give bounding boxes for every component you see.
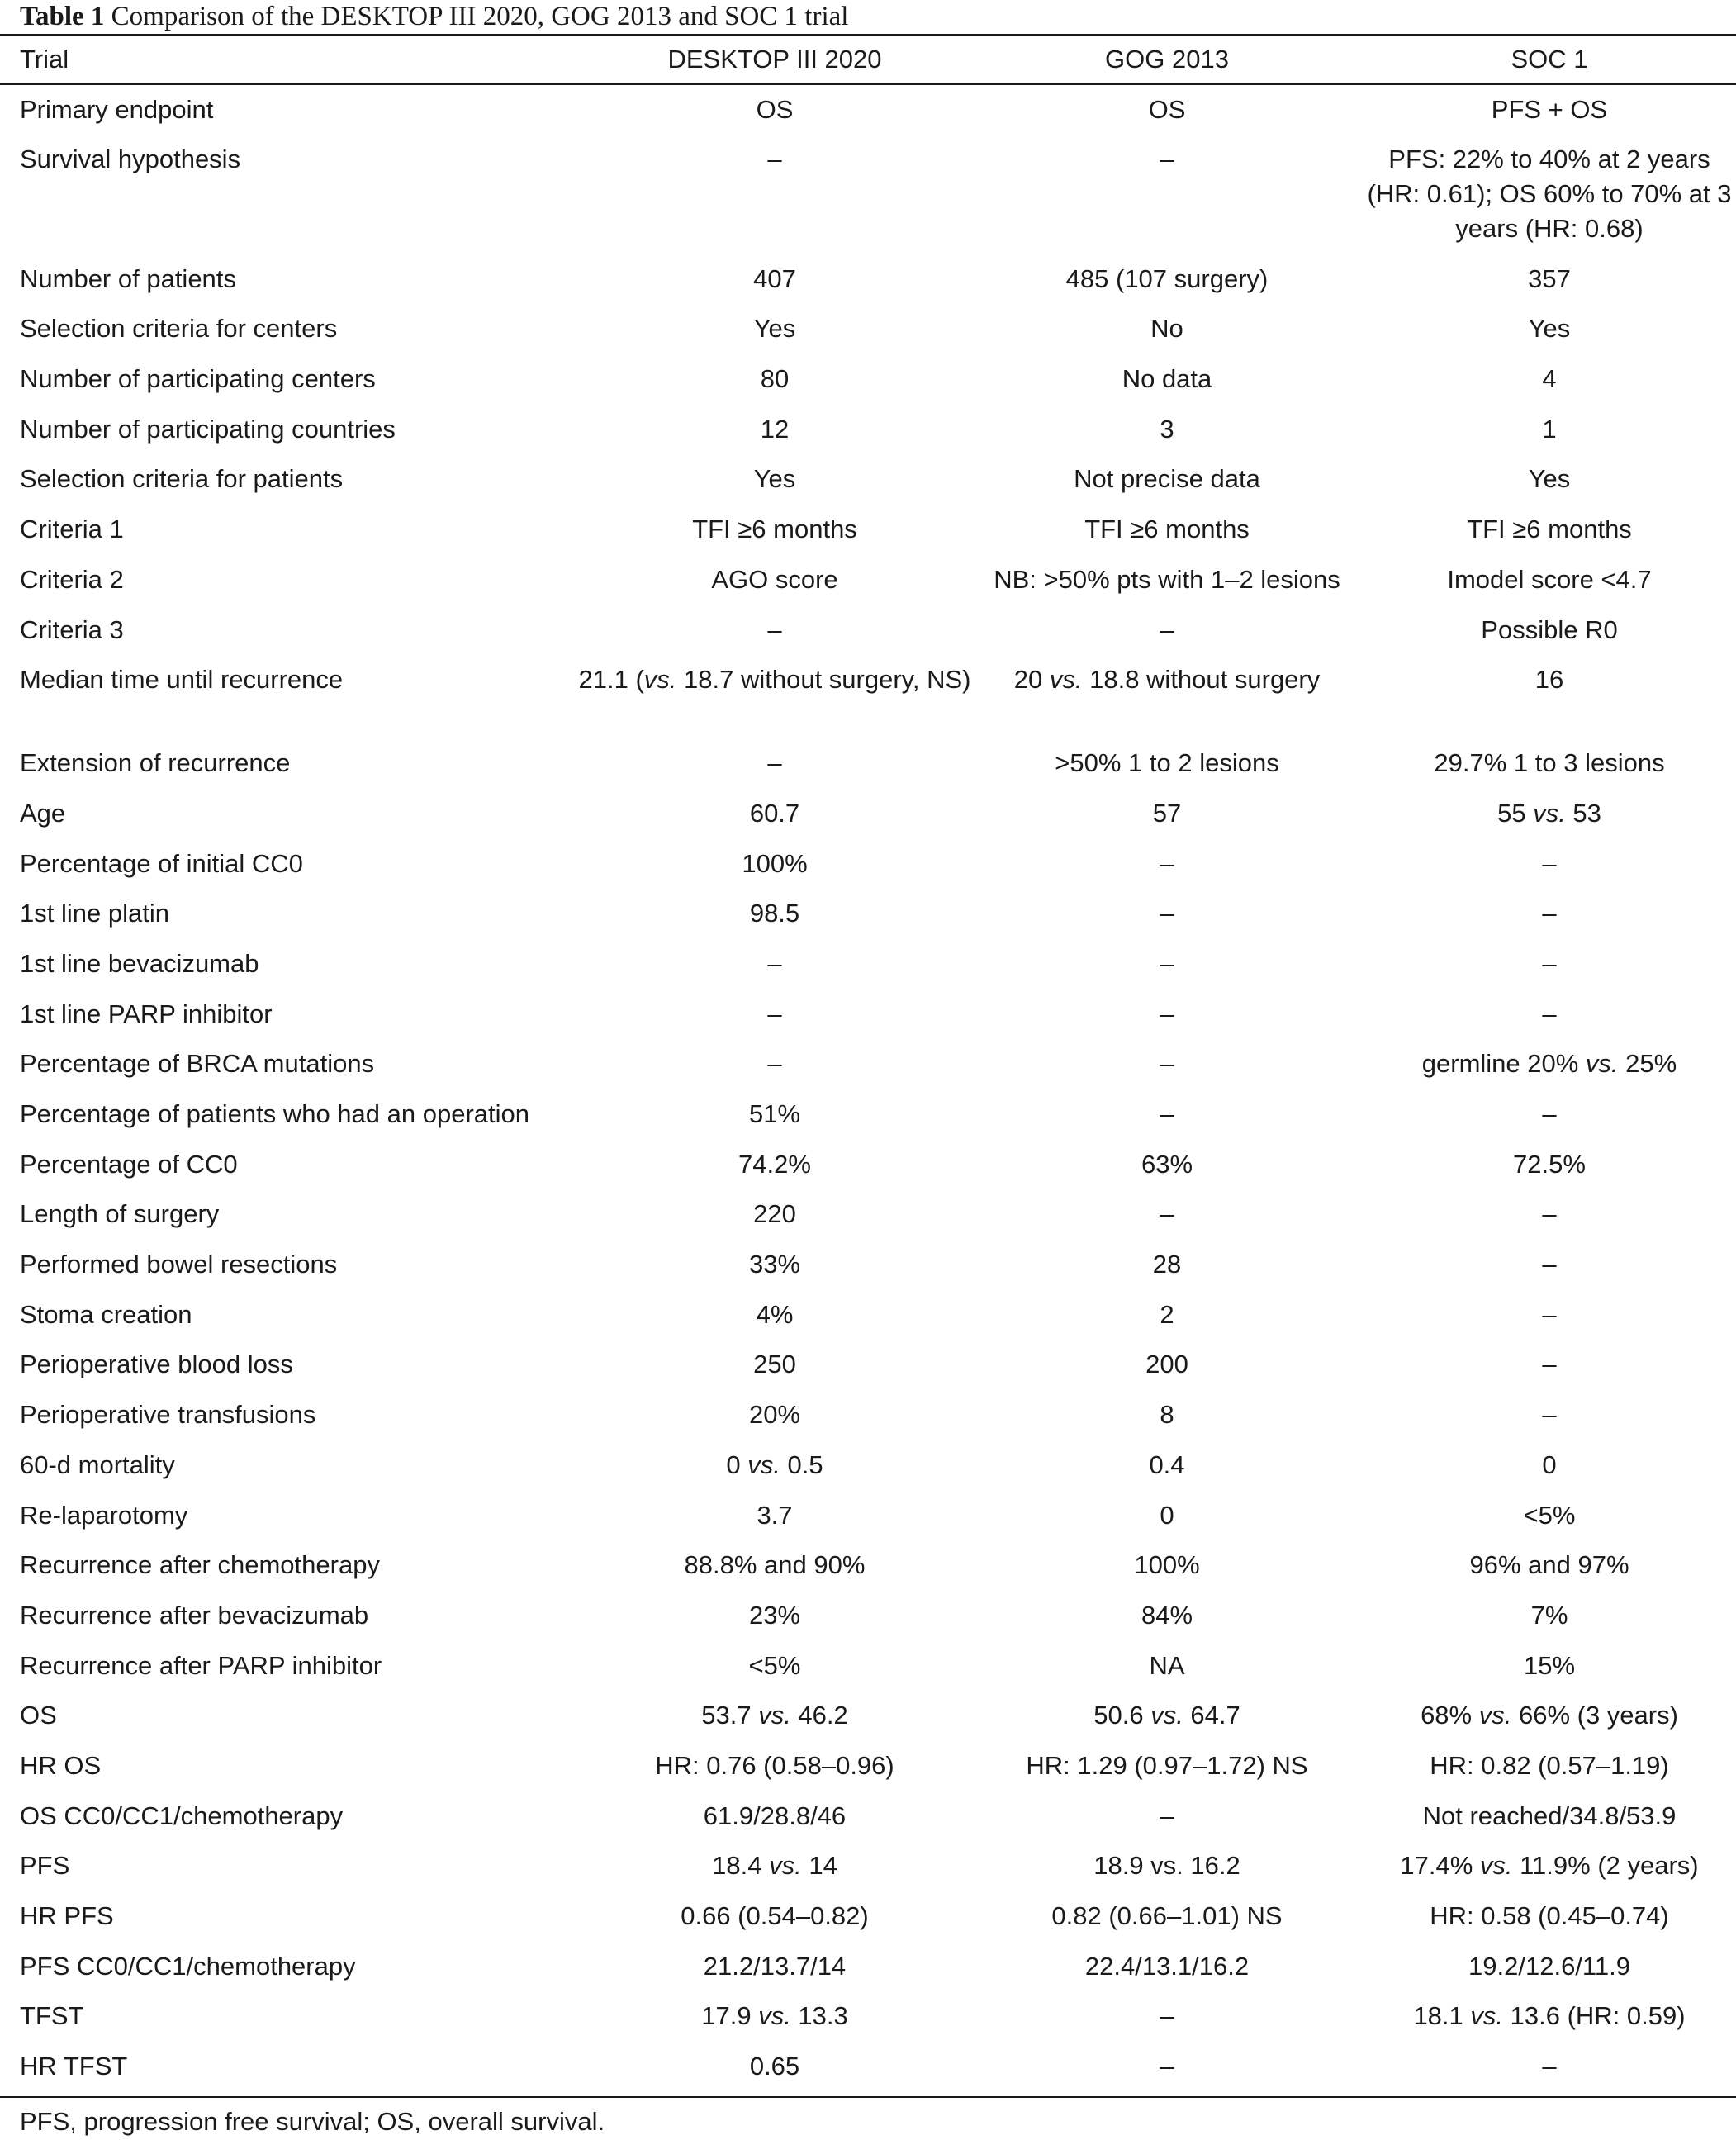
cell-gog: TFI ≥6 months (1084, 515, 1250, 544)
row-label: Age (20, 798, 66, 828)
table-row (0, 505, 1736, 555)
table-row (0, 1591, 1736, 1641)
table-row (0, 738, 1736, 789)
cell-gog: 22.4/13.1/16.2 (1084, 1951, 1250, 1981)
row-label: Performed bowel resections (20, 1250, 338, 1279)
cell-soc: 29.7% 1 to 3 lesions (1434, 748, 1665, 778)
cell-desktop: 88.8% and 90% (684, 1550, 866, 1580)
cell-soc: HR: 0.58 (0.45–0.74) (1430, 1901, 1669, 1930)
row-label: PFS (20, 1851, 70, 1881)
cell-desktop: 17.9 vs. 13.3 (701, 2001, 848, 2031)
cell-gog: 28 (1152, 1250, 1182, 1279)
cell-gog: – (1160, 614, 1174, 644)
row-label: TFST (20, 2001, 84, 2031)
cell-gog: OS (1148, 95, 1186, 124)
cell-soc: 68% vs. 66% (3 years) (1421, 1701, 1678, 1730)
table-bottom-rule (0, 2096, 1736, 2098)
row-label: Percentage of patients who had an operation (20, 1099, 530, 1128)
table-row (0, 789, 1736, 839)
cell-gog: – (1160, 2001, 1174, 2031)
row-label: Recurrence after bevacizumab (20, 1600, 369, 1630)
cell-soc: 72.5% (1513, 1149, 1586, 1179)
table-row (0, 454, 1736, 505)
cell-desktop: 0.65 (749, 2052, 800, 2081)
header-gog: GOG 2013 (971, 35, 1363, 84)
table-caption-label: Table 1 (20, 2, 105, 31)
row-label: Median time until recurrence (20, 665, 344, 695)
row-label: Selection criteria for centers (20, 314, 338, 344)
row-label: Number of patients (20, 263, 236, 293)
cell-desktop: Yes (753, 464, 796, 494)
cell-desktop: – (767, 144, 782, 173)
row-label: Primary endpoint (20, 95, 214, 124)
cell-gog: No (1150, 314, 1183, 344)
cell-gog: 0.82 (0.66–1.01) NS (1051, 1901, 1283, 1930)
cell-soc: 55 vs. 53 (1497, 798, 1601, 828)
cell-gog: 84% (1141, 1600, 1193, 1630)
row-label: PFS CC0/CC1/chemotherapy (20, 1951, 356, 1981)
cell-desktop: – (767, 1049, 782, 1079)
cell-soc: – (1542, 848, 1557, 878)
cell-desktop: 20% (748, 1400, 801, 1430)
cell-soc: 18.1 vs. 13.6 (HR: 0.59) (1413, 2001, 1686, 2031)
table-row (0, 1991, 1736, 2042)
cell-soc: Yes (1528, 464, 1571, 494)
table-row (0, 1841, 1736, 1891)
header-trial: Trial (0, 35, 578, 84)
cell-gog: – (1160, 1199, 1174, 1229)
cell-gog: – (1160, 848, 1174, 878)
table-row (0, 135, 1736, 254)
table-row (0, 254, 1736, 305)
cell-soc: 4 (1542, 364, 1557, 394)
row-label: Percentage of BRCA mutations (20, 1049, 375, 1079)
table-row (0, 1942, 1736, 1992)
cell-soc: – (1542, 1199, 1557, 1229)
row-label: Perioperative transfusions (20, 1400, 316, 1430)
cell-soc: – (1542, 1099, 1557, 1128)
cell-desktop: 21.1 (vs. 18.7 without surgery, NS) (578, 665, 971, 695)
cell-gog: – (1160, 1049, 1174, 1079)
cell-desktop: 61.9/28.8/46 (703, 1801, 847, 1830)
cell-soc: 15% (1523, 1650, 1576, 1680)
row-label: Number of participating centers (20, 364, 376, 394)
cell-soc: – (1542, 899, 1557, 928)
cell-soc: – (1542, 948, 1557, 978)
row-label: 1st line bevacizumab (20, 948, 259, 978)
table-header (0, 35, 1736, 84)
header-soc: SOC 1 (1363, 35, 1736, 84)
cell-desktop: OS (756, 95, 794, 124)
cell-gog: 63% (1141, 1149, 1193, 1179)
comparison-table (0, 35, 1736, 2092)
row-label: 60-d mortality (20, 1450, 175, 1479)
cell-desktop: 53.7 vs. 46.2 (701, 1701, 848, 1730)
table-row (0, 605, 1736, 656)
cell-soc: 96% and 97% (1469, 1550, 1629, 1580)
row-label: HR OS (20, 1750, 102, 1780)
cell-desktop: Yes (753, 314, 796, 344)
table-row (0, 1039, 1736, 1089)
cell-soc: germline 20% vs. 25% (1421, 1049, 1677, 1079)
row-label: Recurrence after PARP inhibitor (20, 1650, 382, 1680)
cell-desktop: 80 (760, 364, 790, 394)
cell-soc: 17.4% vs. 11.9% (2 years) (1400, 1851, 1699, 1881)
cell-desktop: – (767, 999, 782, 1028)
table-caption (20, 0, 1721, 33)
cell-soc: Not reached/34.8/53.9 (1422, 1801, 1677, 1830)
table-row (0, 889, 1736, 939)
cell-gog: >50% 1 to 2 lesions (1055, 748, 1279, 778)
table-row (0, 1741, 1736, 1791)
cell-gog: 18.9 vs. 16.2 (1093, 1851, 1240, 1881)
cell-soc: – (1542, 2052, 1557, 2081)
cell-gog: NB: >50% pts with 1–2 lesions (994, 564, 1340, 594)
cell-gog: – (1160, 948, 1174, 978)
table-row (0, 2042, 1736, 2092)
table-row (0, 555, 1736, 605)
table-row (0, 1390, 1736, 1440)
cell-soc: 0 (1542, 1450, 1557, 1479)
cell-gog: – (1160, 1801, 1174, 1830)
cell-soc: 357 (1528, 263, 1571, 293)
header-desktop: DESKTOP III 2020 (578, 35, 971, 84)
cell-desktop: <5% (748, 1650, 801, 1680)
row-label: Recurrence after chemotherapy (20, 1550, 380, 1580)
row-label: Stoma creation (20, 1299, 192, 1329)
row-label: Length of surgery (20, 1199, 220, 1229)
row-label: Percentage of initial CC0 (20, 848, 303, 878)
cell-desktop: 18.4 vs. 14 (712, 1851, 837, 1881)
cell-gog: 100% (1134, 1550, 1200, 1580)
cell-gog: 3 (1160, 414, 1174, 444)
table-caption-text: Comparison of the DESKTOP III 2020, GOG 2013 and SOC 1 trial (111, 2, 849, 31)
cell-soc: Possible R0 (1481, 614, 1618, 644)
cell-soc: 1 (1542, 414, 1557, 444)
cell-gog: 50.6 vs. 64.7 (1093, 1701, 1240, 1730)
cell-gog: 8 (1160, 1400, 1174, 1430)
cell-gog: Not precise data (1074, 464, 1260, 494)
table-row (0, 405, 1736, 455)
cell-desktop: 407 (753, 263, 796, 293)
cell-desktop: – (767, 748, 782, 778)
table-row (0, 1491, 1736, 1541)
cell-desktop: 23% (748, 1600, 801, 1630)
cell-soc: 19.2/12.6/11.9 (1468, 1951, 1630, 1981)
table-row (0, 1140, 1736, 1190)
table-row (0, 1440, 1736, 1491)
cell-gog: 2 (1160, 1299, 1174, 1329)
row-label: Re-laparotomy (20, 1500, 188, 1530)
cell-desktop: 74.2% (738, 1149, 811, 1179)
table-row (0, 989, 1736, 1040)
cell-desktop: 3.7 (757, 1500, 793, 1530)
table-body (0, 84, 1736, 2092)
cell-gog: No data (1122, 364, 1212, 394)
table-row (0, 1189, 1736, 1240)
cell-gog: – (1160, 2052, 1174, 2081)
row-label: OS (20, 1701, 57, 1730)
cell-soc: Imodel score <4.7 (1447, 564, 1652, 594)
cell-desktop: 100% (742, 848, 808, 878)
table-row (0, 939, 1736, 989)
cell-gog: – (1160, 1099, 1174, 1128)
table-row (0, 1089, 1736, 1140)
cell-desktop: 21.2/13.7/14 (703, 1951, 847, 1981)
cell-soc: HR: 0.82 (0.57–1.19) (1430, 1750, 1669, 1780)
table-row (0, 1641, 1736, 1692)
cell-gog: HR: 1.29 (0.97–1.72) NS (1026, 1750, 1308, 1780)
cell-desktop: 220 (753, 1199, 796, 1229)
row-label: Number of participating countries (20, 414, 396, 444)
cell-desktop: TFI ≥6 months (692, 515, 857, 544)
row-label: Criteria 3 (20, 614, 124, 644)
cell-soc: <5% (1523, 1500, 1576, 1530)
row-label: Percentage of CC0 (20, 1149, 238, 1179)
row-label: Extension of recurrence (20, 748, 291, 778)
row-label: 1st line PARP inhibitor (20, 999, 273, 1028)
row-label: Perioperative blood loss (20, 1350, 293, 1379)
table-row (0, 354, 1736, 405)
row-label: 1st line platin (20, 899, 169, 928)
cell-desktop: 0 vs. 0.5 (726, 1450, 823, 1479)
table-row (0, 1290, 1736, 1340)
row-label: HR TFST (20, 2052, 128, 2081)
row-label: Survival hypothesis (20, 144, 241, 173)
cell-desktop: 60.7 (749, 798, 800, 828)
cell-desktop: 12 (760, 414, 790, 444)
cell-soc: – (1542, 1350, 1557, 1379)
cell-desktop: 98.5 (749, 899, 800, 928)
table-footnote: PFS, progression free survival; OS, overall survival. (20, 2107, 605, 2136)
table-row (0, 655, 1736, 738)
cell-desktop: HR: 0.76 (0.58–0.96) (655, 1750, 894, 1780)
cell-desktop: 0.66 (0.54–0.82) (681, 1901, 869, 1930)
cell-soc: 7% (1530, 1600, 1568, 1630)
cell-soc: – (1542, 1250, 1557, 1279)
table-row (0, 1240, 1736, 1290)
cell-gog: 57 (1152, 798, 1182, 828)
row-label: HR PFS (20, 1901, 114, 1930)
row-label: Criteria 2 (20, 564, 124, 594)
cell-soc: Yes (1528, 314, 1571, 344)
row-label: Selection criteria for patients (20, 464, 344, 494)
cell-gog: 0 (1160, 1500, 1174, 1530)
cell-gog: 0.4 (1149, 1450, 1185, 1479)
cell-desktop: 33% (748, 1250, 801, 1279)
table-row (0, 1691, 1736, 1741)
cell-soc: PFS + OS (1491, 95, 1608, 124)
cell-soc: – (1542, 1400, 1557, 1430)
cell-gog: 20 vs. 18.8 without surgery (1013, 665, 1321, 695)
cell-desktop: – (767, 614, 782, 644)
cell-desktop: AGO score (711, 564, 838, 594)
table-row (0, 1540, 1736, 1591)
row-label: OS CC0/CC1/chemotherapy (20, 1801, 344, 1830)
cell-desktop: 51% (748, 1099, 801, 1128)
cell-gog: 200 (1145, 1350, 1188, 1379)
table-row (0, 304, 1736, 354)
row-label: Criteria 1 (20, 515, 124, 544)
cell-soc: 16 (1534, 665, 1564, 695)
table-row (0, 84, 1736, 135)
table-row (0, 1791, 1736, 1842)
cell-soc: PFS: 22% to 40% at 2 years (HR: 0.61); OS 60% to 70% at 3 years (HR: 0.68) (1367, 144, 1732, 243)
cell-desktop: 250 (753, 1350, 796, 1379)
cell-gog: – (1160, 999, 1174, 1028)
table-row (0, 1891, 1736, 1942)
table-header-row (0, 35, 1736, 84)
cell-gog: – (1160, 899, 1174, 928)
cell-gog: 485 (107 surgery) (1065, 263, 1269, 293)
cell-soc: – (1542, 1299, 1557, 1329)
table-row (0, 839, 1736, 890)
cell-soc: TFI ≥6 months (1467, 515, 1632, 544)
cell-desktop: 4% (756, 1299, 794, 1329)
cell-desktop: – (767, 948, 782, 978)
cell-gog: NA (1149, 1650, 1185, 1680)
table-row (0, 1340, 1736, 1390)
cell-gog: – (1160, 144, 1174, 173)
cell-soc: – (1542, 999, 1557, 1028)
